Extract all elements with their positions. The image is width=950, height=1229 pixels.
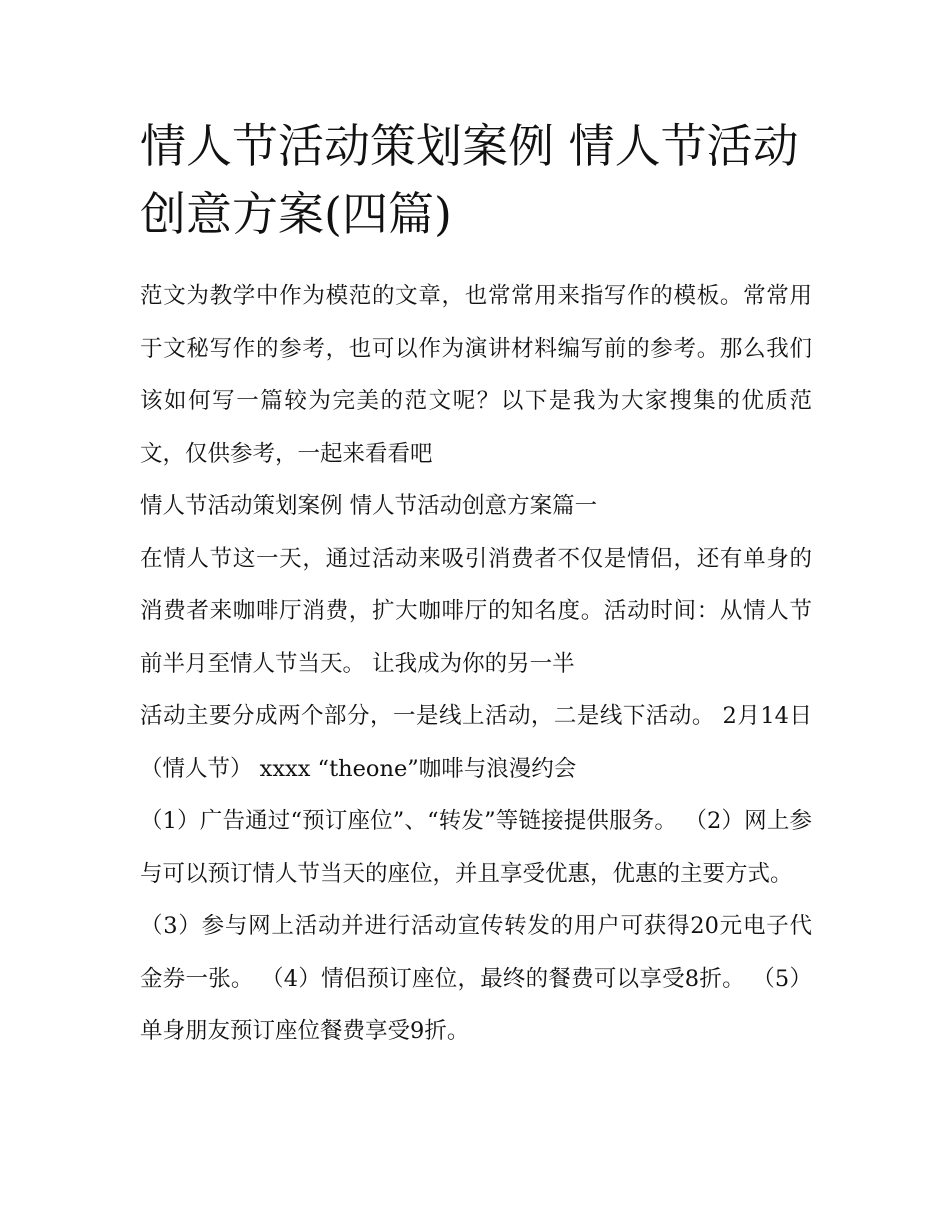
document-title: 情人节活动策划案例 情人节活动创意方案(四篇) [140,119,799,241]
body-paragraph: 在情人节这一天，通过活动来吸引消费者不仅是情侣，还有单身的消费者来咖啡厅消费，扩大咖啡厅的知名度。活动时间：从情人节前半月至情人节当天。 让我成为你的另一半 [140,545,812,677]
body-paragraph: 活动主要分成两个部分，一是线上活动，二是线下活动。 2月14日（情人节） xxxx “theone”咖啡与浪漫约会 [140,703,812,782]
body-paragraph: （1）广告通过“预订座位”、“转发”等链接提供服务。 （2）网上参与可以预订情人节当天的座位，并且享受优惠，优惠的主要方式。 [140,808,812,887]
body-paragraph: （3）参与网上活动并进行活动宣传转发的用户可获得20元电子代金券一张。 （4）情侣预订座位，最终的餐费可以享受8折。 （5）单身朋友预订座位餐费享受9折。 [140,913,812,1044]
section-heading: 情人节活动策划案例 情人节活动创意方案篇一 [140,493,598,519]
document-page [140,112,812,1058]
intro-paragraph: 范文为教学中作为模范的文章，也常常用来指写作的模板。常常用于文秘写作的参考，也可以作为演讲材料编写前的参考。那么我们该如何写一篇较为完美的范文呢？以下是我为大家搜集的优质范文，仅供参考，一起来看看吧 [140,283,812,467]
